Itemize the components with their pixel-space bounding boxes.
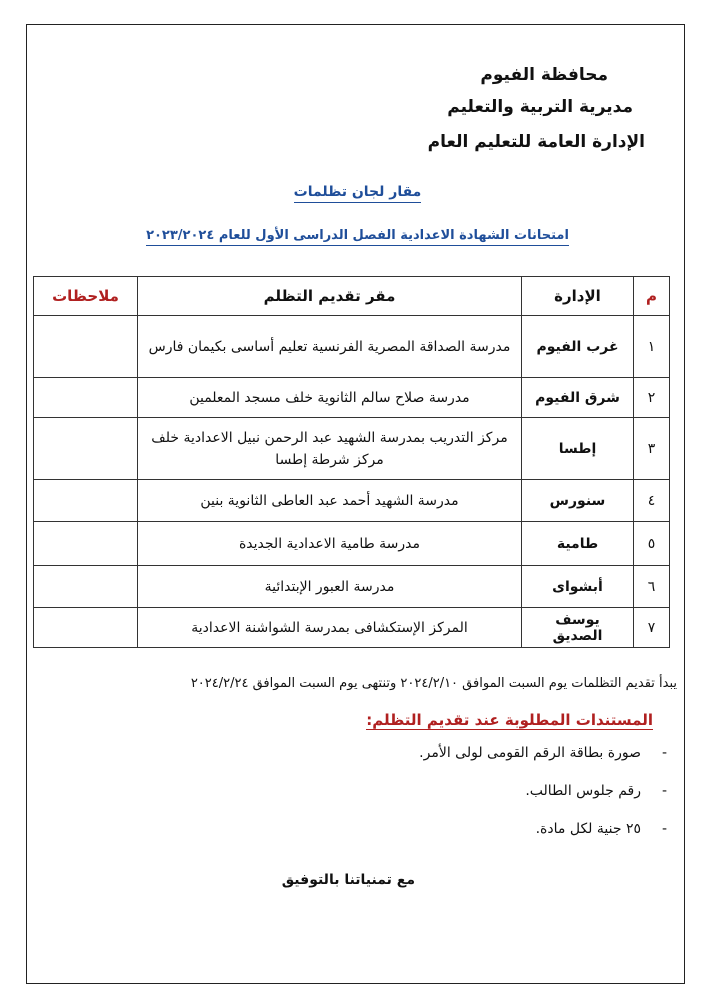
row-location: مدرسة الصداقة المصرية الفرنسية تعليم أساسى بكيمان فارس [138, 316, 522, 378]
submission-period: يبدأ تقديم التظلمات يوم السبت الموافق ٢٠٢٤/٢/١٠ وتنتهى يوم السبت الموافق ٢٠٢٤/٢/٢٤ [190, 676, 677, 691]
row-notes [34, 608, 138, 648]
row-num: ٥ [634, 522, 670, 566]
row-notes [34, 566, 138, 608]
row-location: مدرسة طامية الاعدادية الجديدة [138, 522, 522, 566]
row-admin: غرب الفيوم [522, 316, 634, 378]
row-location: مدرسة صلاح سالم الثانوية خلف مسجد المعلمين [138, 378, 522, 418]
exam-title [0, 228, 715, 243]
administration-heading: الإدارة العامة للتعليم العام [427, 132, 645, 152]
subtitle-text: مقار لجان تظلمات [294, 184, 422, 203]
header-num: م [634, 277, 670, 316]
header-location: مقر تقديم التظلم [138, 277, 522, 316]
closing-wish: مع تمنياتنا بالتوفيق [281, 872, 415, 888]
row-admin: يوسف الصديق [522, 608, 634, 648]
table-row [34, 378, 670, 418]
bullet-dash-icon: - [661, 821, 667, 837]
subtitle [0, 184, 715, 200]
table-row [34, 316, 670, 378]
row-location: مدرسة الشهيد أحمد عبد العاطى الثانوية بنين [138, 480, 522, 522]
row-admin: طامية [522, 522, 634, 566]
row-num: ١ [634, 316, 670, 378]
documents-heading [366, 711, 653, 729]
committees-table [33, 276, 670, 648]
row-notes [34, 316, 138, 378]
directorate-heading: مديرية التربية والتعليم [447, 97, 633, 117]
header-admin: الإدارة [522, 277, 634, 316]
row-num: ٦ [634, 566, 670, 608]
table-row [34, 480, 670, 522]
bullet-dash-icon: - [661, 745, 667, 761]
table-row [34, 418, 670, 480]
row-admin: إطسا [522, 418, 634, 480]
table-header-row [34, 277, 670, 316]
document-text: رقم جلوس الطالب. [525, 783, 641, 799]
document-text: ٢٥ جنية لكل مادة. [535, 821, 641, 837]
governorate-heading: محافظة الفيوم [480, 65, 608, 85]
row-num: ٣ [634, 418, 670, 480]
list-item [419, 780, 667, 818]
document-text: صورة بطاقة الرقم القومى لولى الأمر. [419, 745, 641, 761]
row-admin: شرق الفيوم [522, 378, 634, 418]
row-location: مدرسة العبور الإبتدائية [138, 566, 522, 608]
row-num: ٢ [634, 378, 670, 418]
exam-title-text: امتحانات الشهادة الاعدادية الفصل الدراسى الأول للعام ٢٠٢٣/٢٠٢٤ [146, 228, 569, 246]
header-notes: ملاحظات [34, 277, 138, 316]
row-num: ٤ [634, 480, 670, 522]
table-row [34, 608, 670, 648]
row-notes [34, 522, 138, 566]
list-item [419, 818, 667, 856]
row-notes [34, 418, 138, 480]
row-location: المركز الإستكشافى بمدرسة الشواشنة الاعدادية [138, 608, 522, 648]
bullet-dash-icon: - [661, 783, 667, 799]
table-row [34, 566, 670, 608]
documents-list [419, 742, 667, 856]
row-num: ٧ [634, 608, 670, 648]
table-row [34, 522, 670, 566]
row-admin: أبشواى [522, 566, 634, 608]
row-admin: سنورس [522, 480, 634, 522]
row-location: مركز التدريب بمدرسة الشهيد عبد الرحمن نبيل الاعدادية خلف مركز شرطة إطسا [138, 418, 522, 480]
documents-heading-text: المستندات المطلوبة عند تقديم التظلم: [366, 711, 653, 729]
row-notes [34, 480, 138, 522]
list-item [419, 742, 667, 780]
row-notes [34, 378, 138, 418]
